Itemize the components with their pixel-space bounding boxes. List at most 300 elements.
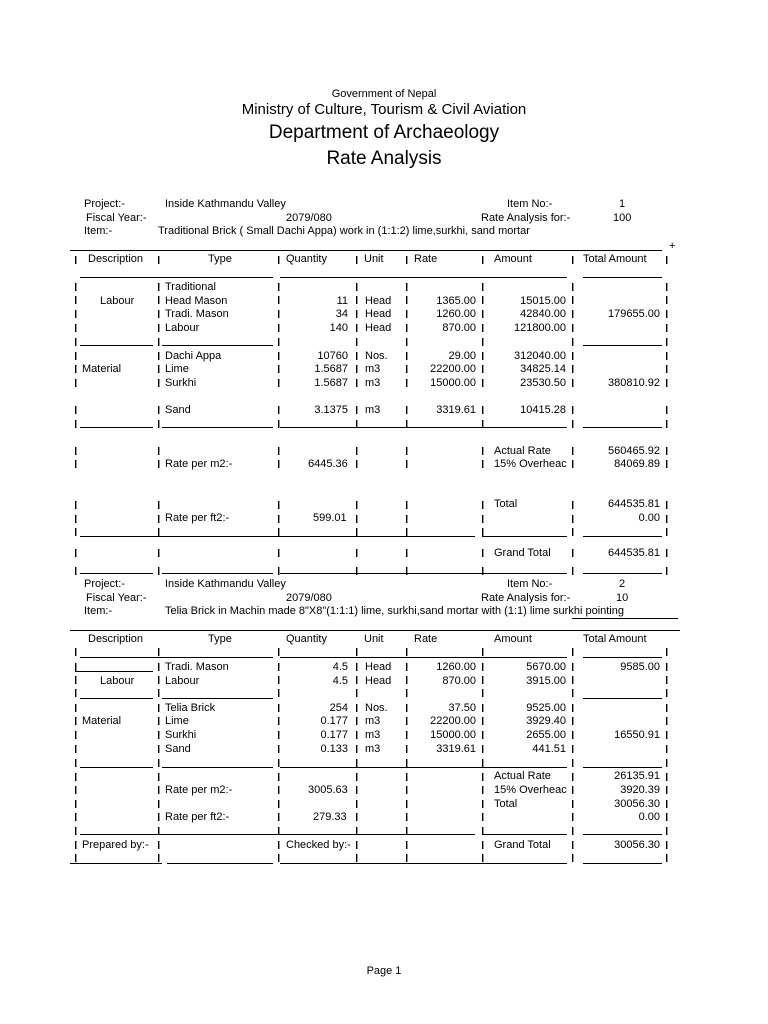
column-separator-tick <box>406 256 407 264</box>
row-unit: Nos. <box>365 702 388 714</box>
total-value: 644535.81 <box>608 498 660 510</box>
row-qty: 0.177 <box>320 715 348 727</box>
column-separator-tick <box>356 324 357 332</box>
row-rate: 1365.00 <box>436 295 476 307</box>
category-labour: Labour <box>100 675 135 687</box>
department-name: Department of Archaeology <box>268 122 500 143</box>
grand-total-label: Grand Total <box>494 547 551 559</box>
column-separator-tick <box>158 567 159 575</box>
column-separator-tick <box>406 841 407 849</box>
rate-analysis-for-value: 10 <box>616 592 629 604</box>
column-separator-tick <box>75 731 76 739</box>
column-separator-tick <box>356 528 357 536</box>
column-separator-tick <box>75 648 76 656</box>
column-separator-tick <box>572 324 573 332</box>
row-qty: 140 <box>329 322 348 334</box>
checked-by-label: Checked by:- <box>286 839 351 851</box>
column-separator-tick <box>572 365 573 373</box>
row-type: Labour <box>165 322 200 334</box>
column-separator-tick <box>158 283 159 291</box>
column-separator-tick <box>278 324 279 332</box>
column-separator-tick <box>278 689 279 697</box>
column-separator-tick <box>158 406 159 414</box>
col-amount: Amount <box>494 633 532 645</box>
column-separator-tick <box>75 338 76 346</box>
column-separator-tick <box>278 704 279 712</box>
column-separator-tick <box>75 256 76 264</box>
row-type: Surkhi <box>165 377 197 389</box>
column-separator-tick <box>158 704 159 712</box>
column-separator-tick <box>666 352 667 360</box>
column-separator-tick <box>482 324 483 332</box>
column-separator-tick <box>406 420 407 428</box>
column-separator-tick <box>482 256 483 264</box>
column-separator-tick <box>278 648 279 656</box>
column-separator-tick <box>356 420 357 428</box>
row-unit: m3 <box>365 404 381 416</box>
column-separator-tick <box>406 365 407 373</box>
column-separator-tick <box>572 689 573 697</box>
plus-mark: + <box>669 240 676 252</box>
actual-rate-value: 26135.91 <box>614 770 660 782</box>
rate-analysis-for-value: 100 <box>613 212 632 224</box>
row-unit: m3 <box>365 743 381 755</box>
column-separator-tick <box>406 800 407 808</box>
column-separator-tick <box>482 800 483 808</box>
column-separator-tick <box>666 704 667 712</box>
row-qty: 11 <box>336 295 348 307</box>
row-rate: 15000.00 <box>430 377 476 389</box>
column-separator-tick <box>158 731 159 739</box>
column-separator-tick <box>572 460 573 468</box>
column-separator-tick <box>482 676 483 684</box>
column-separator-tick <box>666 379 667 387</box>
column-separator-tick <box>482 827 483 835</box>
column-separator-tick <box>406 447 407 455</box>
row-type: Surkhi <box>165 729 197 741</box>
row-amount: 5670.00 <box>526 661 566 673</box>
column-separator-tick <box>158 515 159 523</box>
rate-analysis-for-label: Rate Analysis for:- <box>481 212 571 224</box>
rate-per-ft2-value: 599.01 <box>313 512 347 524</box>
column-separator-tick <box>158 460 159 468</box>
col-rate: Rate <box>414 633 438 645</box>
row-type: Lime <box>165 715 189 727</box>
column-separator-tick <box>406 704 407 712</box>
column-separator-tick <box>406 759 407 767</box>
column-separator-tick <box>666 338 667 346</box>
row-unit: Head <box>365 322 392 334</box>
column-separator-tick <box>666 324 667 332</box>
row-amount: 3915.00 <box>526 675 566 687</box>
column-separator-tick <box>406 648 407 656</box>
column-separator-tick <box>406 379 407 387</box>
column-separator-tick <box>158 296 159 304</box>
column-separator-tick <box>356 676 357 684</box>
column-separator-tick <box>572 704 573 712</box>
row-type: Tradi. Mason <box>165 661 229 673</box>
column-separator-tick <box>572 648 573 656</box>
column-separator-tick <box>406 854 407 862</box>
column-separator-tick <box>572 501 573 509</box>
column-separator-tick <box>158 648 159 656</box>
row-qty: 4.5 <box>332 675 348 687</box>
column-separator-tick <box>356 567 357 575</box>
grand-total-value: 30056.30 <box>614 839 660 851</box>
column-separator-tick <box>158 676 159 684</box>
column-separator-tick <box>482 365 483 373</box>
row-unit: Head <box>365 675 392 687</box>
column-separator-tick <box>278 420 279 428</box>
column-separator-tick <box>482 447 483 455</box>
column-separator-tick <box>356 717 357 725</box>
column-separator-tick <box>572 296 573 304</box>
column-separator-tick <box>406 689 407 697</box>
page-number: Page 1 <box>366 965 402 977</box>
row-qty: 10760 <box>317 350 348 362</box>
column-separator-tick <box>406 731 407 739</box>
row-rate: 1260.00 <box>436 661 476 673</box>
column-separator-tick <box>572 841 573 849</box>
row-amount: 15015.00 <box>520 295 566 307</box>
column-separator-tick <box>158 717 159 725</box>
column-separator-tick <box>666 567 667 575</box>
column-separator-tick <box>278 365 279 373</box>
column-separator-tick <box>158 800 159 808</box>
column-separator-tick <box>482 731 483 739</box>
column-separator-tick <box>75 827 76 835</box>
column-separator-tick <box>356 310 357 318</box>
column-separator-tick <box>158 773 159 781</box>
column-separator-tick <box>75 800 76 808</box>
column-separator-tick <box>278 786 279 794</box>
column-separator-tick <box>75 283 76 291</box>
column-separator-tick <box>356 648 357 656</box>
column-separator-tick <box>75 379 76 387</box>
rate-analysis-for-label: Rate Analysis for:- <box>481 592 571 604</box>
column-separator-tick <box>406 338 407 346</box>
column-separator-tick <box>158 447 159 455</box>
column-separator-tick <box>666 406 667 414</box>
column-separator-tick <box>666 283 667 291</box>
column-separator-tick <box>482 379 483 387</box>
column-separator-tick <box>406 745 407 753</box>
column-separator-tick <box>278 854 279 862</box>
column-separator-tick <box>666 420 667 428</box>
column-separator-tick <box>482 841 483 849</box>
column-separator-tick <box>482 338 483 346</box>
col-total-amount: Total Amount <box>583 633 647 645</box>
column-separator-tick <box>278 567 279 575</box>
column-separator-tick <box>482 663 483 671</box>
column-separator-tick <box>278 676 279 684</box>
column-separator-tick <box>666 515 667 523</box>
column-separator-tick <box>482 717 483 725</box>
column-separator-tick <box>356 813 357 821</box>
column-separator-tick <box>406 549 407 557</box>
column-separator-tick <box>356 406 357 414</box>
column-separator-tick <box>75 447 76 455</box>
row-amount: 23530.50 <box>520 377 566 389</box>
column-separator-tick <box>278 515 279 523</box>
rate-per-ft2-label: Rate per ft2:- <box>165 512 230 524</box>
column-separator-tick <box>278 745 279 753</box>
row-amount: 10415.28 <box>520 404 566 416</box>
column-separator-tick <box>406 786 407 794</box>
column-separator-tick <box>356 731 357 739</box>
column-separator-tick <box>75 841 76 849</box>
column-separator-tick <box>572 731 573 739</box>
category-material: Material <box>82 715 122 727</box>
grand-total-value: 644535.81 <box>608 547 660 559</box>
column-separator-tick <box>666 447 667 455</box>
column-separator-tick <box>278 310 279 318</box>
row-amount: 42840.00 <box>520 308 566 320</box>
column-separator-tick <box>482 689 483 697</box>
column-separator-tick <box>572 283 573 291</box>
ft2-extra-value: 0.00 <box>638 811 660 823</box>
row-rate: 1260.00 <box>436 308 476 320</box>
column-separator-tick <box>356 704 357 712</box>
column-separator-tick <box>406 310 407 318</box>
column-separator-tick <box>75 324 76 332</box>
column-separator-tick <box>356 296 357 304</box>
column-separator-tick <box>158 813 159 821</box>
actual-rate-value: 560465.92 <box>608 445 660 457</box>
row-unit: Head <box>365 661 392 673</box>
column-separator-tick <box>75 549 76 557</box>
labour-total: 179655.00 <box>608 308 660 320</box>
page-title: Rate Analysis <box>326 148 442 169</box>
column-separator-tick <box>356 689 357 697</box>
column-separator-tick <box>482 704 483 712</box>
column-separator-tick <box>356 379 357 387</box>
row-unit: m3 <box>365 729 381 741</box>
rate-per-ft2-value: 279.33 <box>313 811 347 823</box>
column-separator-tick <box>572 310 573 318</box>
column-separator-tick <box>482 813 483 821</box>
government-name: Government of Nepal <box>331 88 437 100</box>
col-type: Type <box>208 253 232 265</box>
row-rate: 3319.61 <box>436 404 476 416</box>
column-separator-tick <box>75 676 76 684</box>
column-separator-tick <box>356 663 357 671</box>
column-separator-tick <box>75 567 76 575</box>
column-separator-tick <box>75 310 76 318</box>
project-value: Inside Kathmandu Valley <box>165 578 286 590</box>
column-separator-tick <box>572 447 573 455</box>
column-separator-tick <box>278 379 279 387</box>
col-unit: Unit <box>364 633 384 645</box>
column-separator-tick <box>572 338 573 346</box>
item-no-value: 1 <box>619 198 626 210</box>
row-rate: 3319.61 <box>436 743 476 755</box>
column-separator-tick <box>158 549 159 557</box>
column-separator-tick <box>666 800 667 808</box>
column-separator-tick <box>666 663 667 671</box>
rate-per-m2-label: Rate per m2:- <box>165 784 233 796</box>
column-separator-tick <box>666 854 667 862</box>
column-separator-tick <box>666 648 667 656</box>
col-rate: Rate <box>414 253 438 265</box>
column-separator-tick <box>482 549 483 557</box>
row-rate: 870.00 <box>442 675 476 687</box>
column-separator-tick <box>482 786 483 794</box>
column-separator-tick <box>572 745 573 753</box>
column-separator-tick <box>406 406 407 414</box>
column-separator-tick <box>158 689 159 697</box>
column-separator-tick <box>666 841 667 849</box>
column-separator-tick <box>406 296 407 304</box>
row-rate: 22200.00 <box>430 715 476 727</box>
column-separator-tick <box>572 549 573 557</box>
column-separator-tick <box>572 352 573 360</box>
column-separator-tick <box>406 813 407 821</box>
column-separator-tick <box>406 773 407 781</box>
column-separator-tick <box>278 813 279 821</box>
prepared-by-label: Prepared by:- <box>82 839 149 851</box>
column-separator-tick <box>482 528 483 536</box>
column-separator-tick <box>482 296 483 304</box>
column-separator-tick <box>158 827 159 835</box>
grand-total-label: Grand Total <box>494 839 551 851</box>
row-amount: 312040.00 <box>514 350 566 362</box>
column-separator-tick <box>666 773 667 781</box>
category-labour: Labour <box>100 295 135 307</box>
fiscal-year-value: 2079/080 <box>286 592 332 604</box>
column-separator-tick <box>666 745 667 753</box>
column-separator-tick <box>482 854 483 862</box>
column-separator-tick <box>356 283 357 291</box>
column-separator-tick <box>572 854 573 862</box>
row-qty: 0.133 <box>320 743 348 755</box>
overhead-value: 3920.39 <box>620 784 660 796</box>
row-type: Lime <box>165 363 189 375</box>
row-qty: 4.5 <box>332 661 348 673</box>
column-separator-tick <box>75 854 76 862</box>
column-separator-tick <box>158 420 159 428</box>
column-separator-tick <box>406 567 407 575</box>
actual-rate-label: Actual Rate <box>494 770 551 782</box>
col-description: Description <box>88 253 144 265</box>
labour-subheader: Traditional <box>165 281 216 293</box>
column-separator-tick <box>406 352 407 360</box>
project-value: Inside Kathmandu Valley <box>165 198 286 210</box>
column-separator-tick <box>278 717 279 725</box>
total-value: 30056.30 <box>614 798 660 810</box>
total-label: Total <box>494 798 518 810</box>
column-separator-tick <box>158 841 159 849</box>
column-separator-tick <box>406 528 407 536</box>
row-qty: 0.177 <box>320 729 348 741</box>
row-type: Sand <box>165 404 191 416</box>
column-separator-tick <box>278 841 279 849</box>
column-separator-tick <box>278 731 279 739</box>
column-separator-tick <box>406 501 407 509</box>
column-separator-tick <box>572 759 573 767</box>
column-separator-tick <box>666 549 667 557</box>
column-separator-tick <box>75 352 76 360</box>
column-separator-tick <box>278 759 279 767</box>
column-separator-tick <box>666 256 667 264</box>
column-separator-tick <box>75 813 76 821</box>
overhead-value: 84069.89 <box>614 458 660 470</box>
column-separator-tick <box>572 406 573 414</box>
column-separator-tick <box>572 379 573 387</box>
column-separator-tick <box>75 460 76 468</box>
column-separator-tick <box>75 759 76 767</box>
column-separator-tick <box>278 338 279 346</box>
row-amount: 9525.00 <box>526 702 566 714</box>
row-type: Tradi. Mason <box>165 308 229 320</box>
column-separator-tick <box>356 773 357 781</box>
column-separator-tick <box>572 515 573 523</box>
row-type: Sand <box>165 743 191 755</box>
column-separator-tick <box>572 676 573 684</box>
column-separator-tick <box>482 420 483 428</box>
column-separator-tick <box>356 854 357 862</box>
overhead-label: 15% Overheac <box>494 784 567 796</box>
column-separator-tick <box>482 759 483 767</box>
item-description: Traditional Brick ( Small Dachi Appa) work in (1:1:2) lime,surkhi, sand mortar <box>158 225 530 237</box>
column-separator-tick <box>356 501 357 509</box>
column-separator-tick <box>278 827 279 835</box>
material-total: 16550.91 <box>614 729 660 741</box>
column-separator-tick <box>158 854 159 862</box>
overhead-label: 15% Overheac <box>494 458 567 470</box>
column-separator-tick <box>75 663 76 671</box>
col-quantity: Quantity <box>286 253 327 265</box>
row-unit: m3 <box>365 363 381 375</box>
column-separator-tick <box>278 296 279 304</box>
column-separator-tick <box>278 773 279 781</box>
row-unit: m3 <box>365 715 381 727</box>
column-separator-tick <box>158 310 159 318</box>
column-separator-tick <box>572 786 573 794</box>
column-separator-tick <box>572 256 573 264</box>
row-qty: 1.5687 <box>314 363 348 375</box>
rate-per-m2-label: Rate per m2:- <box>165 458 233 470</box>
column-separator-tick <box>572 800 573 808</box>
column-separator-tick <box>666 460 667 468</box>
column-separator-tick <box>482 567 483 575</box>
project-label: Project:- <box>84 578 125 590</box>
column-separator-tick <box>406 827 407 835</box>
column-separator-tick <box>278 406 279 414</box>
column-separator-tick <box>666 731 667 739</box>
column-separator-tick <box>482 745 483 753</box>
column-separator-tick <box>158 663 159 671</box>
column-separator-tick <box>356 338 357 346</box>
column-separator-tick <box>356 460 357 468</box>
column-separator-tick <box>666 365 667 373</box>
column-separator-tick <box>356 827 357 835</box>
column-separator-tick <box>75 745 76 753</box>
row-qty: 1.5687 <box>314 377 348 389</box>
row-unit: Nos. <box>365 350 388 362</box>
row-amount: 441.51 <box>532 743 566 755</box>
column-separator-tick <box>158 786 159 794</box>
column-separator-tick <box>482 460 483 468</box>
column-separator-tick <box>406 515 407 523</box>
column-separator-tick <box>158 338 159 346</box>
column-separator-tick <box>278 528 279 536</box>
row-amount: 121800.00 <box>514 322 566 334</box>
row-type: Dachi Appa <box>165 350 222 362</box>
column-separator-tick <box>666 759 667 767</box>
column-separator-tick <box>278 663 279 671</box>
column-separator-tick <box>356 352 357 360</box>
